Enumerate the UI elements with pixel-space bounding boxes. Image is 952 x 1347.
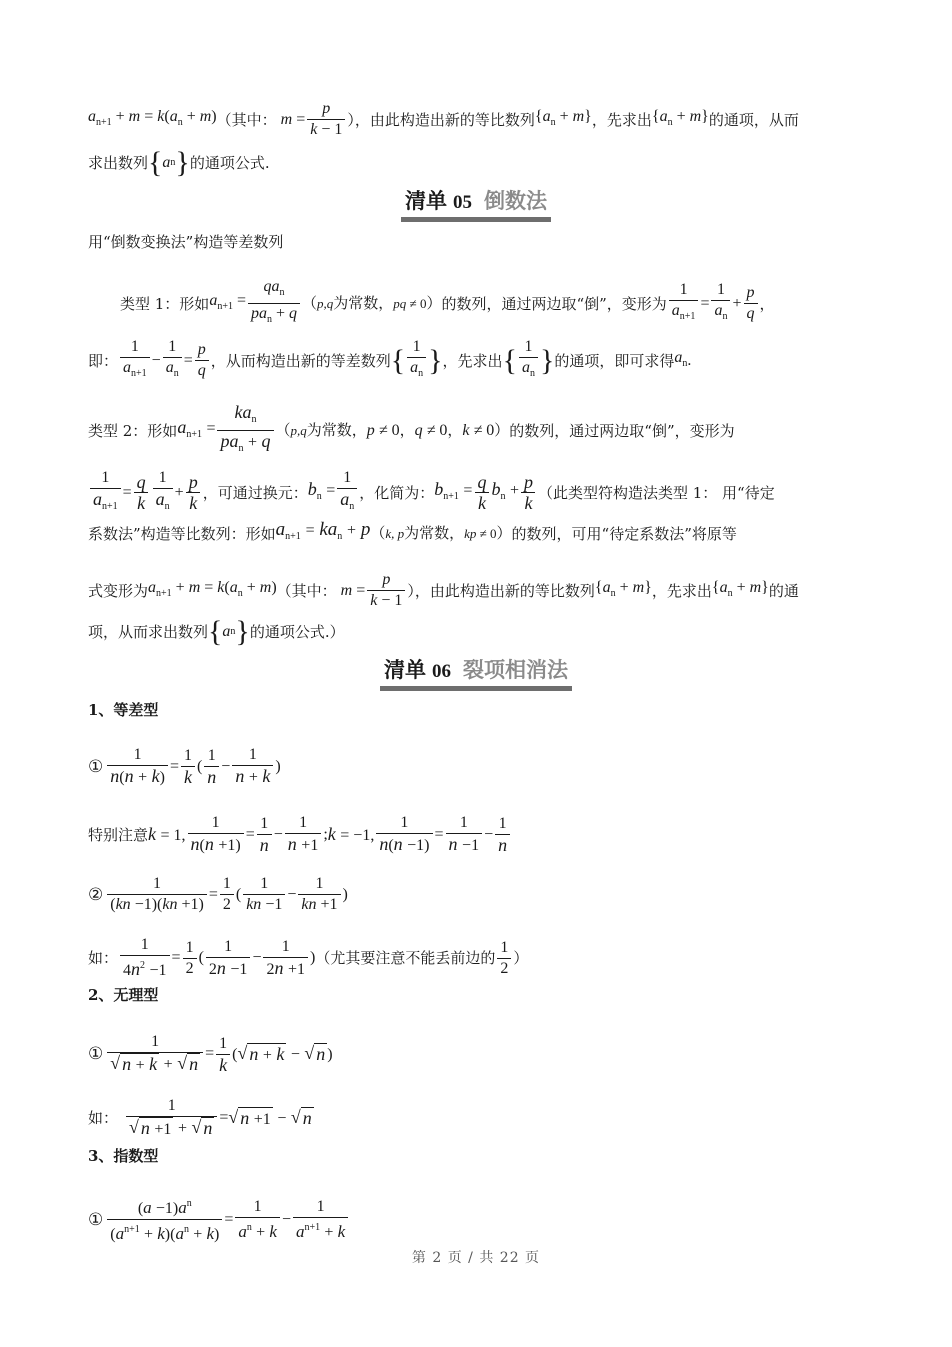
section-heading-06: [0, 654, 952, 691]
sub1-example: 如： $\frac{1}{4n^2 -1}$ = $\frac{1}{2}$ ( $\frac{1}{2n -1}$ − $\frac{1}{2n +1}$ ) （尤其要注意不能丢前边的 $\frac{1}{2}$ ）: [88, 936, 529, 979]
sub1-title: [88, 700, 868, 720]
type2-formula-fraction: $\frac{ka_n}{pa_n + q}$: [217, 402, 273, 459]
sub2-formula-1: ① 1 √ n + k + √ n = $\frac{1}{k}$ ( √ n + k − √ n ): [88, 1033, 333, 1075]
type2-line5-text1: 项，从而求出数列: [88, 623, 209, 641]
paren-open: （其中：: [216, 110, 277, 129]
subtitle-text: 用“倒数变换法”构造等差数列: [88, 233, 284, 251]
type2-line2-text1: ，可通过换元：: [202, 483, 308, 502]
intro-text-2: ，先求出: [591, 110, 652, 129]
intro-text-4: 求出数列: [88, 154, 149, 172]
sub2-title-text: 2、无理型: [88, 986, 159, 1004]
type2-line3-text2: 的数列，可用“待定系数法”将原等: [511, 524, 737, 543]
type1-formula-fraction: $\frac{qa_n}{pa_n + q}$: [248, 277, 300, 330]
type2-line-1: 类型 2：形如 $a_{n+1}$ = $\frac{ka_n}{pa_n + q}$ （p,q为常数，p ≠ 0，q ≠ 0，k ≠ 0） 的数列，通过两边取“倒”，变形为: [88, 402, 868, 459]
sub1-formula-2: ② $\frac{1}{(kn -1)(kn +1)}$ = $\frac{1}{2}$ ( $\frac{1}{kn -1}$ − $\frac{1}{kn +1}$ ): [88, 875, 348, 913]
type2-line4-text3: ，先求出: [651, 581, 712, 600]
type1-text: 的数列，通过两边取“倒”，变形为: [441, 294, 667, 313]
example-note-end: ）: [513, 949, 529, 967]
heading-title: 裂项相消法: [463, 658, 568, 682]
set-an-plus-m: $\{a_n + m\}$: [534, 107, 592, 128]
page-footer: 第 2 页 / 共 22 页: [411, 1250, 541, 1266]
sub2-example: 如： 1 √ n +1 + √ n = √ n +1 − √ n: [88, 1097, 312, 1138]
sub2-title: [88, 985, 868, 1005]
type2-line2-text2: ，化简为：: [359, 483, 435, 502]
type2-line4-paren: （其中：: [276, 581, 337, 600]
heading-number: 05: [453, 192, 472, 213]
type2-text: 的数列，通过两边取“倒”，变形为: [509, 421, 735, 440]
example-note: （尤其要注意不能丢前边的: [315, 949, 496, 967]
section-heading-05: [0, 185, 952, 222]
heading-label: 清单: [405, 189, 447, 213]
intro-text-5: 的通项公式.: [189, 154, 270, 172]
heading-label: 清单: [384, 658, 426, 682]
type1-line-2: 即： $\frac{1}{a_{n+1}}$ − $\frac{1}{a_n}$ = $\frac{p}{q}$ ，从而构造出新的等差数列 { $\frac{1}{a_n}$ } ，先求出 { $\frac{1}{a_n}$ } 的通项，即可求得 $a_n$ .: [88, 337, 868, 384]
type2-lead: 类型 2：形如: [88, 421, 178, 440]
intro-line-1: $a_{n+1} + m = k(a_n + m)$ （其中： m = $\frac{p}{k - 1}$ ），由此构造出新的等比数列 $\{a_n + m\}$ ，先求出 $\{a_n + m\}$ 的通项，从而: [88, 100, 799, 138]
type2-line5-text2: 的通项公式.）: [249, 623, 345, 641]
set-an: { a n }: [148, 146, 190, 179]
type2-line-3: 系数法”构造等比数列：形如 $a_{n+1} = ka_n + p$ （k, p为常数，kp ≠ 0） 的数列，可用“待定系数法”将原等: [88, 519, 737, 543]
intro-line-2: [88, 148, 868, 178]
circled-2-marker: ②: [88, 884, 104, 905]
type1-line2-text2: ，先求出: [442, 351, 503, 370]
heading-title: 倒数法: [484, 189, 547, 213]
type1-line-1: 类型 1：形如 $a_{n+1}$ = $\frac{qa_n}{pa_n + q}$ （p,q为常数，pq ≠ 0） 的数列，通过两边取“倒”，变形为 $\frac{1}{a_{n+1}}$ = $\frac{1}{a_n}$ + $\frac{p}{q}$ ，: [120, 277, 868, 330]
intro-text: ），由此构造出新的等比数列: [347, 110, 535, 129]
section05-subtitle: [88, 232, 868, 252]
heading-number: 06: [432, 661, 451, 682]
type2-line4-text4: 的通: [768, 581, 799, 600]
type2-line4-text1: 式变形为: [88, 581, 149, 600]
type1-line2-text1: ，从而构造出新的等差数列: [210, 351, 391, 370]
circled-1-marker: ①: [88, 1044, 104, 1064]
intro-text-3: 的通项，从而: [708, 110, 799, 129]
type2-line-2: $\frac{1}{a_{n+1}}$ = $\frac{q}{k}$ $\frac{1}{a_n}$ + $\frac{p}{k}$ ，可通过换元： $b_n$ = $\frac{1}{a_n}$ ，化简为： $b_{n+1}$ = $\frac{q}{k}$ $b_n$ + $\frac{p}{k}$ （此类型符构造法类型 1： 用“待定: [88, 468, 868, 517]
type2-line-4: 式变形为 $a_{n+1} + m = k(a_n + m)$ （其中： m = $\frac{p}{k - 1}$ ），由此构造出新的等比数列 $\{a_n + m\}$ ，先求出 $\{a_n + m\}$ 的通: [88, 571, 799, 609]
type2-line3-text1: 系数法”构造等比数列：形如: [88, 524, 276, 543]
sub3-title-text: 3、指数型: [88, 1147, 159, 1165]
circled-1-marker: ①: [88, 756, 104, 777]
circled-1-marker: ①: [88, 1209, 104, 1230]
type2-line2-text3: （此类型符构造法类型 1： 用“待定: [537, 483, 775, 502]
example-lead: 如：: [88, 1109, 119, 1127]
type1-line2-lead: 即：: [88, 351, 119, 370]
note-lead: 特别注意: [88, 825, 149, 844]
formula-m-fraction: $\frac{p}{k - 1}$: [307, 99, 345, 140]
sub3-formula-1: ① $\frac{(a -1)a^n}{(a^{n+1} + k)(a^n + k)}$ = $\frac{1}{a^n + k}$ − $\frac{1}{a^{n+1} + k}$: [88, 1194, 868, 1245]
example-lead: 如：: [88, 949, 119, 967]
type1-line2-text3: 的通项，即可求得: [554, 351, 675, 370]
sub1-title-text: 1、等差型: [88, 701, 159, 719]
type1-lead: 类型 1：形如: [120, 294, 210, 313]
sub1-special-note: 特别注意 k = 1, $\frac{1}{n(n +1)}$ = $\frac{1}{n}$ − $\frac{1}{n +1}$ ; k = −1, $\frac{1}{n(n -1)}$ = $\frac{1}{n -1}$ − $\frac{1}{n}$: [88, 813, 868, 856]
sub3-title: [88, 1146, 868, 1166]
type2-line4-text2: ），由此构造出新的等比数列: [407, 581, 595, 600]
formula-recurrence: $a_{n+1} + m = k(a_n + m)$: [88, 107, 217, 128]
type2-line-5: 项，从而求出数列 { a n } 的通项公式.）: [88, 615, 345, 648]
set-an-plus-m-2: $\{a_n + m\}$: [651, 107, 709, 128]
sub1-formula-1: ① $\frac{1}{n(n + k)}$ = $\frac{1}{k}$ ( $\frac{1}{n}$ − $\frac{1}{n + k}$ ): [88, 746, 281, 787]
